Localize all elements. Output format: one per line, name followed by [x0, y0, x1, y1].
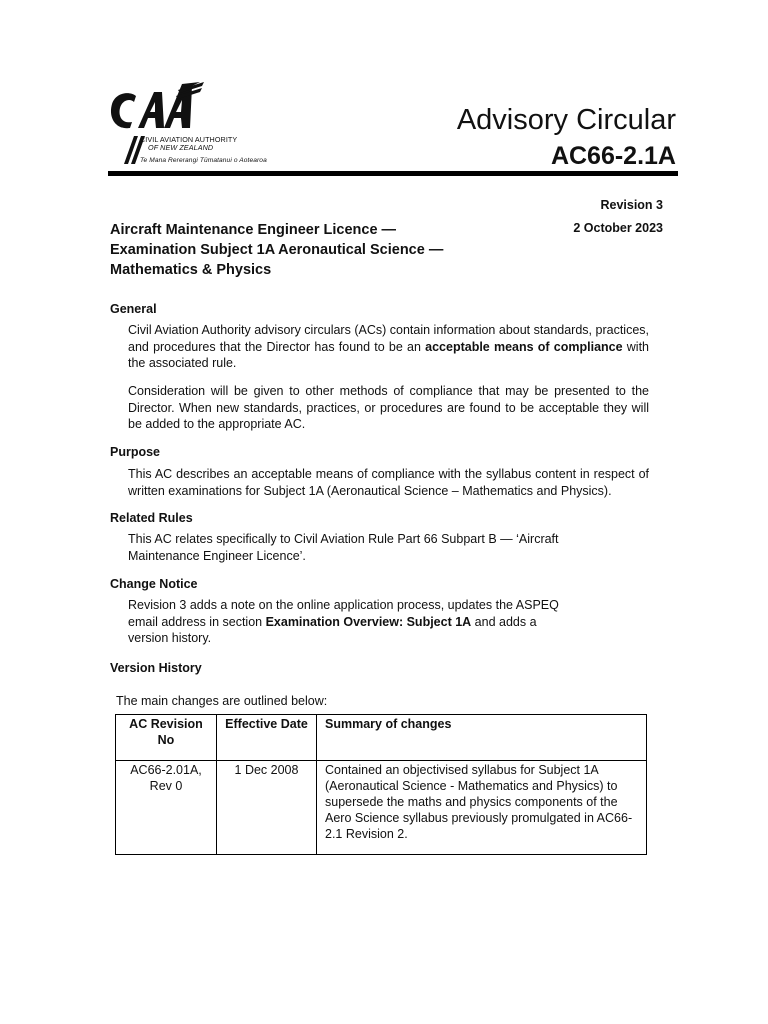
logo-org-maori: Te Mana Rererangi Tūmatanui o Aotearoa	[140, 157, 267, 164]
general-paragraph-1: Civil Aviation Authority advisory circulars (ACs) contain information about standards, practices, and procedures that the Director has found to be an acceptable means of compliance with the associated rule.	[128, 323, 649, 370]
section-heading-related-rules: Related Rules	[110, 511, 193, 525]
section-heading-purpose: Purpose	[110, 445, 161, 459]
caa-logo	[108, 78, 283, 170]
table-row	[116, 761, 647, 855]
table-header-row	[116, 715, 647, 761]
section-heading-change-notice: Change Notice	[110, 577, 198, 591]
related-rules-paragraph: This AC relates specifically to Civil Aviation Rule Part 66 Subpart B — ‘Aircraft Maintenance Engineer Licence’.	[128, 532, 559, 563]
document-title: Aircraft Maintenance Engineer Licence — Examination Subject 1A Aeronautical Science — Mathematics & Physics	[110, 222, 444, 278]
version-history-table	[115, 714, 647, 855]
revision-label: Revision 3	[600, 198, 663, 212]
cell-summary: Contained an objectivised syllabus for Subject 1A (Aeronautical Science - Mathematics and Physics) to supersede the maths and physics components of the Aero Science syllabus previously promulgated in AC66-2.1 Revision 2.	[317, 761, 647, 855]
logo-org-country: OF NEW ZEALAND	[148, 143, 214, 152]
column-header-revision: AC Revision No	[116, 715, 217, 761]
document-type: Advisory Circular	[456, 104, 676, 136]
cell-effective-date: 1 Dec 2008	[217, 761, 317, 855]
section-heading-general: General	[110, 302, 157, 316]
header-divider	[108, 171, 678, 176]
column-header-effective-date: Effective Date	[217, 715, 317, 761]
logo-org-name: CIVIL AVIATION AUTHORITY	[140, 135, 238, 144]
version-history-intro: The main changes are outlined below:	[116, 694, 328, 708]
document-number: AC66-2.1A	[550, 142, 676, 170]
change-notice-paragraph: Revision 3 adds a note on the online application process, updates the ASPEQ email address in section Examination Overview: Subject 1A and adds a version history.	[128, 598, 559, 645]
purpose-paragraph: This AC describes an acceptable means of compliance with the syllabus content in respect of written examinations for Subject 1A (Aeronautical Science – Mathematics and Physics).	[128, 467, 649, 498]
general-paragraph-2: Consideration will be given to other methods of compliance that may be presented to the Director. When new standards, practices, or procedures are found to be acceptable they will be added to the appropriate AC.	[128, 384, 649, 431]
cell-revision: AC66-2.01A, Rev 0	[116, 761, 217, 855]
section-heading-version-history: Version History	[110, 661, 202, 675]
column-header-summary: Summary of changes	[317, 715, 647, 761]
revision-date: 2 October 2023	[573, 221, 663, 235]
